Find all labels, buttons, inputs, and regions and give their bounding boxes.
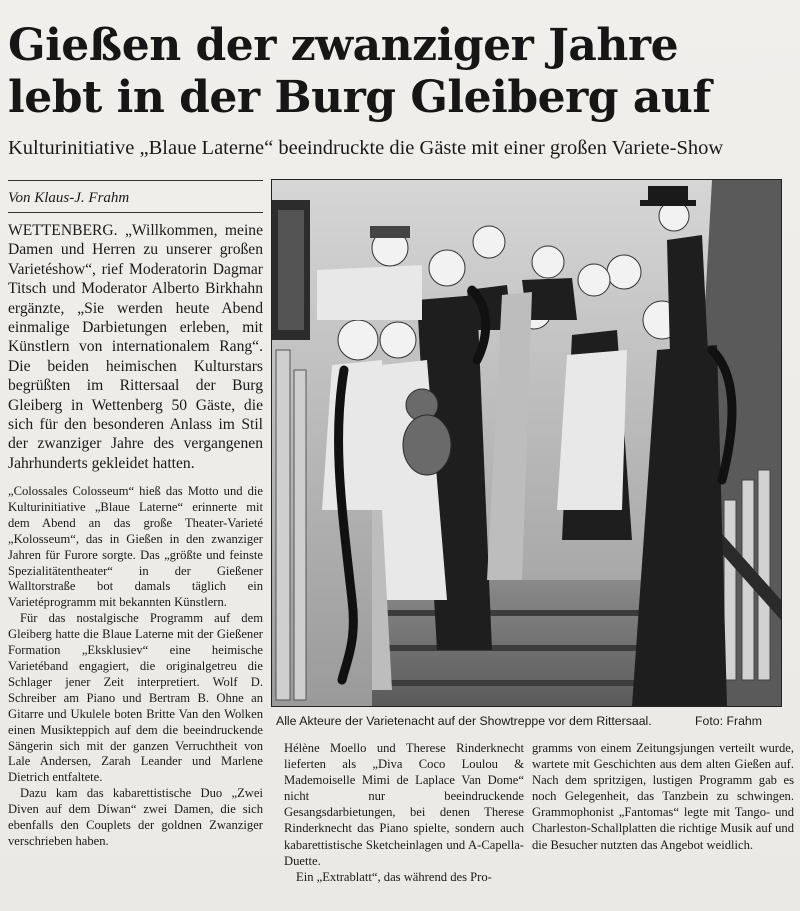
photo-caption: Alle Akteure der Varietenacht auf der Showtreppe vor dem Rittersaal.	[276, 714, 652, 728]
headline-line-2: lebt in der Burg Gleiberg auf	[8, 72, 711, 123]
photo-caption-row	[276, 714, 762, 729]
byline-rule-bottom	[8, 212, 263, 213]
lead-paragraph: WETTENBERG. „Willkommen, meine Damen und Herren zu unserer großen Varietéshow“, rief Moderatorin Dagmar Titsch und Moderator Alberto Birkhahn ergänzte, „Sie werden heute Abend einmalige Darbietungen erleben, mit Künstlern von internationalem Rang“. Die beiden heimischen Kulturstars begrüßten im Rittersaal der Burg Gleiberg in Wettenberg 50 Gäste, die sich für den besonderen Anlass im Stil der zwanziger Jahre des vergangenen Jahrhunderts gekleidet hatten.	[8, 222, 263, 472]
article-column-2	[284, 740, 524, 885]
body-paragraph: „Colossales Colosseum“ hieß das Motto und die Kulturinitiative „Blaue Laterne“ erinnerte mit dem Abend an das große Theater-Varieté „Kolosseum“, das in Gießen in den zwanziger Jahren für Furore sorgte. Das „größte und feinste Spezialitätentheater“ in der Gießener Walltorstraße bot damals täglich ein Varietéprogramm mit bekannten Künstlern.	[8, 484, 263, 610]
subheadline: Kulturinitiative „Blaue Laterne“ beeindruckte die Gäste mit einer großen Variete-Show	[8, 137, 724, 159]
body-paragraph: Für das nostalgische Programm auf dem Gleiberg hatte die Blaue Laterne mit der Gießener Formation „Eksklusiev“ eine heimische Varietéband engagiert, die originalgetreu die Schlager jener Zeit interpretiert. Wolf D. Schreiber am Piano und Bertram B. Ohne an Gitarre und Ukulele boten Britte Van den Wolken einen Musikteppich auf dem die beeindruckende Sängerin sich mit der ganzen Verruchtheit von Lale Andersen, Zarah Leander und Marlene Dietrich entfaltete.	[8, 611, 263, 785]
article-column-3	[532, 740, 794, 853]
body-paragraph: gramms von einem Zeitungsjungen verteilt wurde, wartete mit Geschichten aus dem alten Gießen auf. Nach dem spritzigen, lustigen Programm gab es noch Gelegenheit, das Tanzbein zu schwingen. Grammophonist „Fantomas“ legte mit Tango- und Charleston-Schallplatten die richtige Musik auf und die Besucher nutzten das Angebot weidlich.	[532, 741, 794, 852]
headline	[8, 20, 798, 124]
headline-line-1: Gießen der zwanziger Jahre	[8, 20, 679, 71]
article-column-1	[8, 484, 263, 850]
body-paragraph: Dazu kam das kabarettistische Duo „Zwei Diven auf dem Diwan“ zwei Damen, die sich ebenfalls den Couplets der goldnen Zwanziger verschrieben haben.	[8, 786, 263, 848]
body-paragraph: Hélène Moello und Therese Rinderknecht lieferten als „Diva Coco Loulou & Mademoiselle Mimi de Laplace Van Dome“ nicht nur beeindruckende Gesangsdarbietungen, bei denen Therese Rinderknecht das Piano spielte, sondern auch kabarettistische Sketcheinlagen und A-Capella-Duette.	[284, 741, 524, 868]
body-paragraph: Ein „Extrablatt“, das während des Pro-	[296, 869, 492, 884]
byline: Von Klaus-J. Frahm	[8, 190, 130, 206]
photo-credit: Foto: Frahm	[695, 714, 762, 728]
lead-paragraph-column	[8, 221, 263, 473]
group-photo-image	[272, 180, 781, 706]
byline-rule-top	[8, 180, 263, 181]
group-photo	[271, 179, 782, 707]
